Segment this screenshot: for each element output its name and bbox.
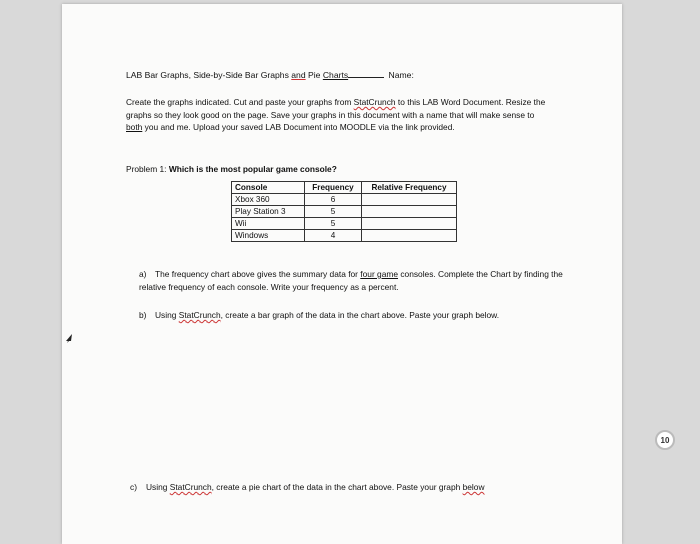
question-c: c) Using StatCrunch, create a pie chart of the data in the chart above. Paste your graph below	[130, 482, 485, 492]
header-relative-frequency: Relative Frequency	[362, 182, 457, 194]
relative-frequency-cell[interactable]	[362, 218, 457, 230]
question-a: a) The frequency chart above gives the summary data for four game consoles. Complete the Chart by finding the relative frequency of each console. Write your frequency as a percent.	[139, 269, 563, 292]
notification-badge[interactable]: 10	[655, 430, 675, 450]
frequency-table	[231, 181, 457, 242]
relative-frequency-cell[interactable]	[362, 206, 457, 218]
table-row: Xbox 360 6	[232, 194, 457, 206]
mouse-pointer-icon	[64, 333, 74, 343]
relative-frequency-cell[interactable]	[362, 194, 457, 206]
name-label: Name:	[388, 70, 414, 80]
relative-frequency-cell[interactable]	[362, 230, 457, 242]
header-frequency: Frequency	[305, 182, 362, 194]
name-blank-line	[348, 77, 384, 78]
document-heading: LAB Bar Graphs, Side-by-Side Bar Graphs and Pie Charts Name:	[126, 70, 414, 80]
question-b: b) Using StatCrunch, create a bar graph of the data in the chart above. Paste your graph below.	[139, 310, 500, 320]
table-row: Play Station 3 5	[232, 206, 457, 218]
problem-heading: Problem 1: Which is the most popular game console?	[126, 164, 337, 174]
header-console: Console	[232, 182, 305, 194]
table-header-row	[232, 182, 457, 194]
instructions-paragraph: Create the graphs indicated. Cut and paste your graphs from StatCrunch to this LAB Word Document. Resize the graphs so they look good on the page. Save your graphs in this document with a name that will make sense to both you and me. Upload your saved LAB Document into MOODLE via the link provided.	[126, 97, 546, 133]
table-row: Wii 5	[232, 218, 457, 230]
table-row: Windows 4	[232, 230, 457, 242]
